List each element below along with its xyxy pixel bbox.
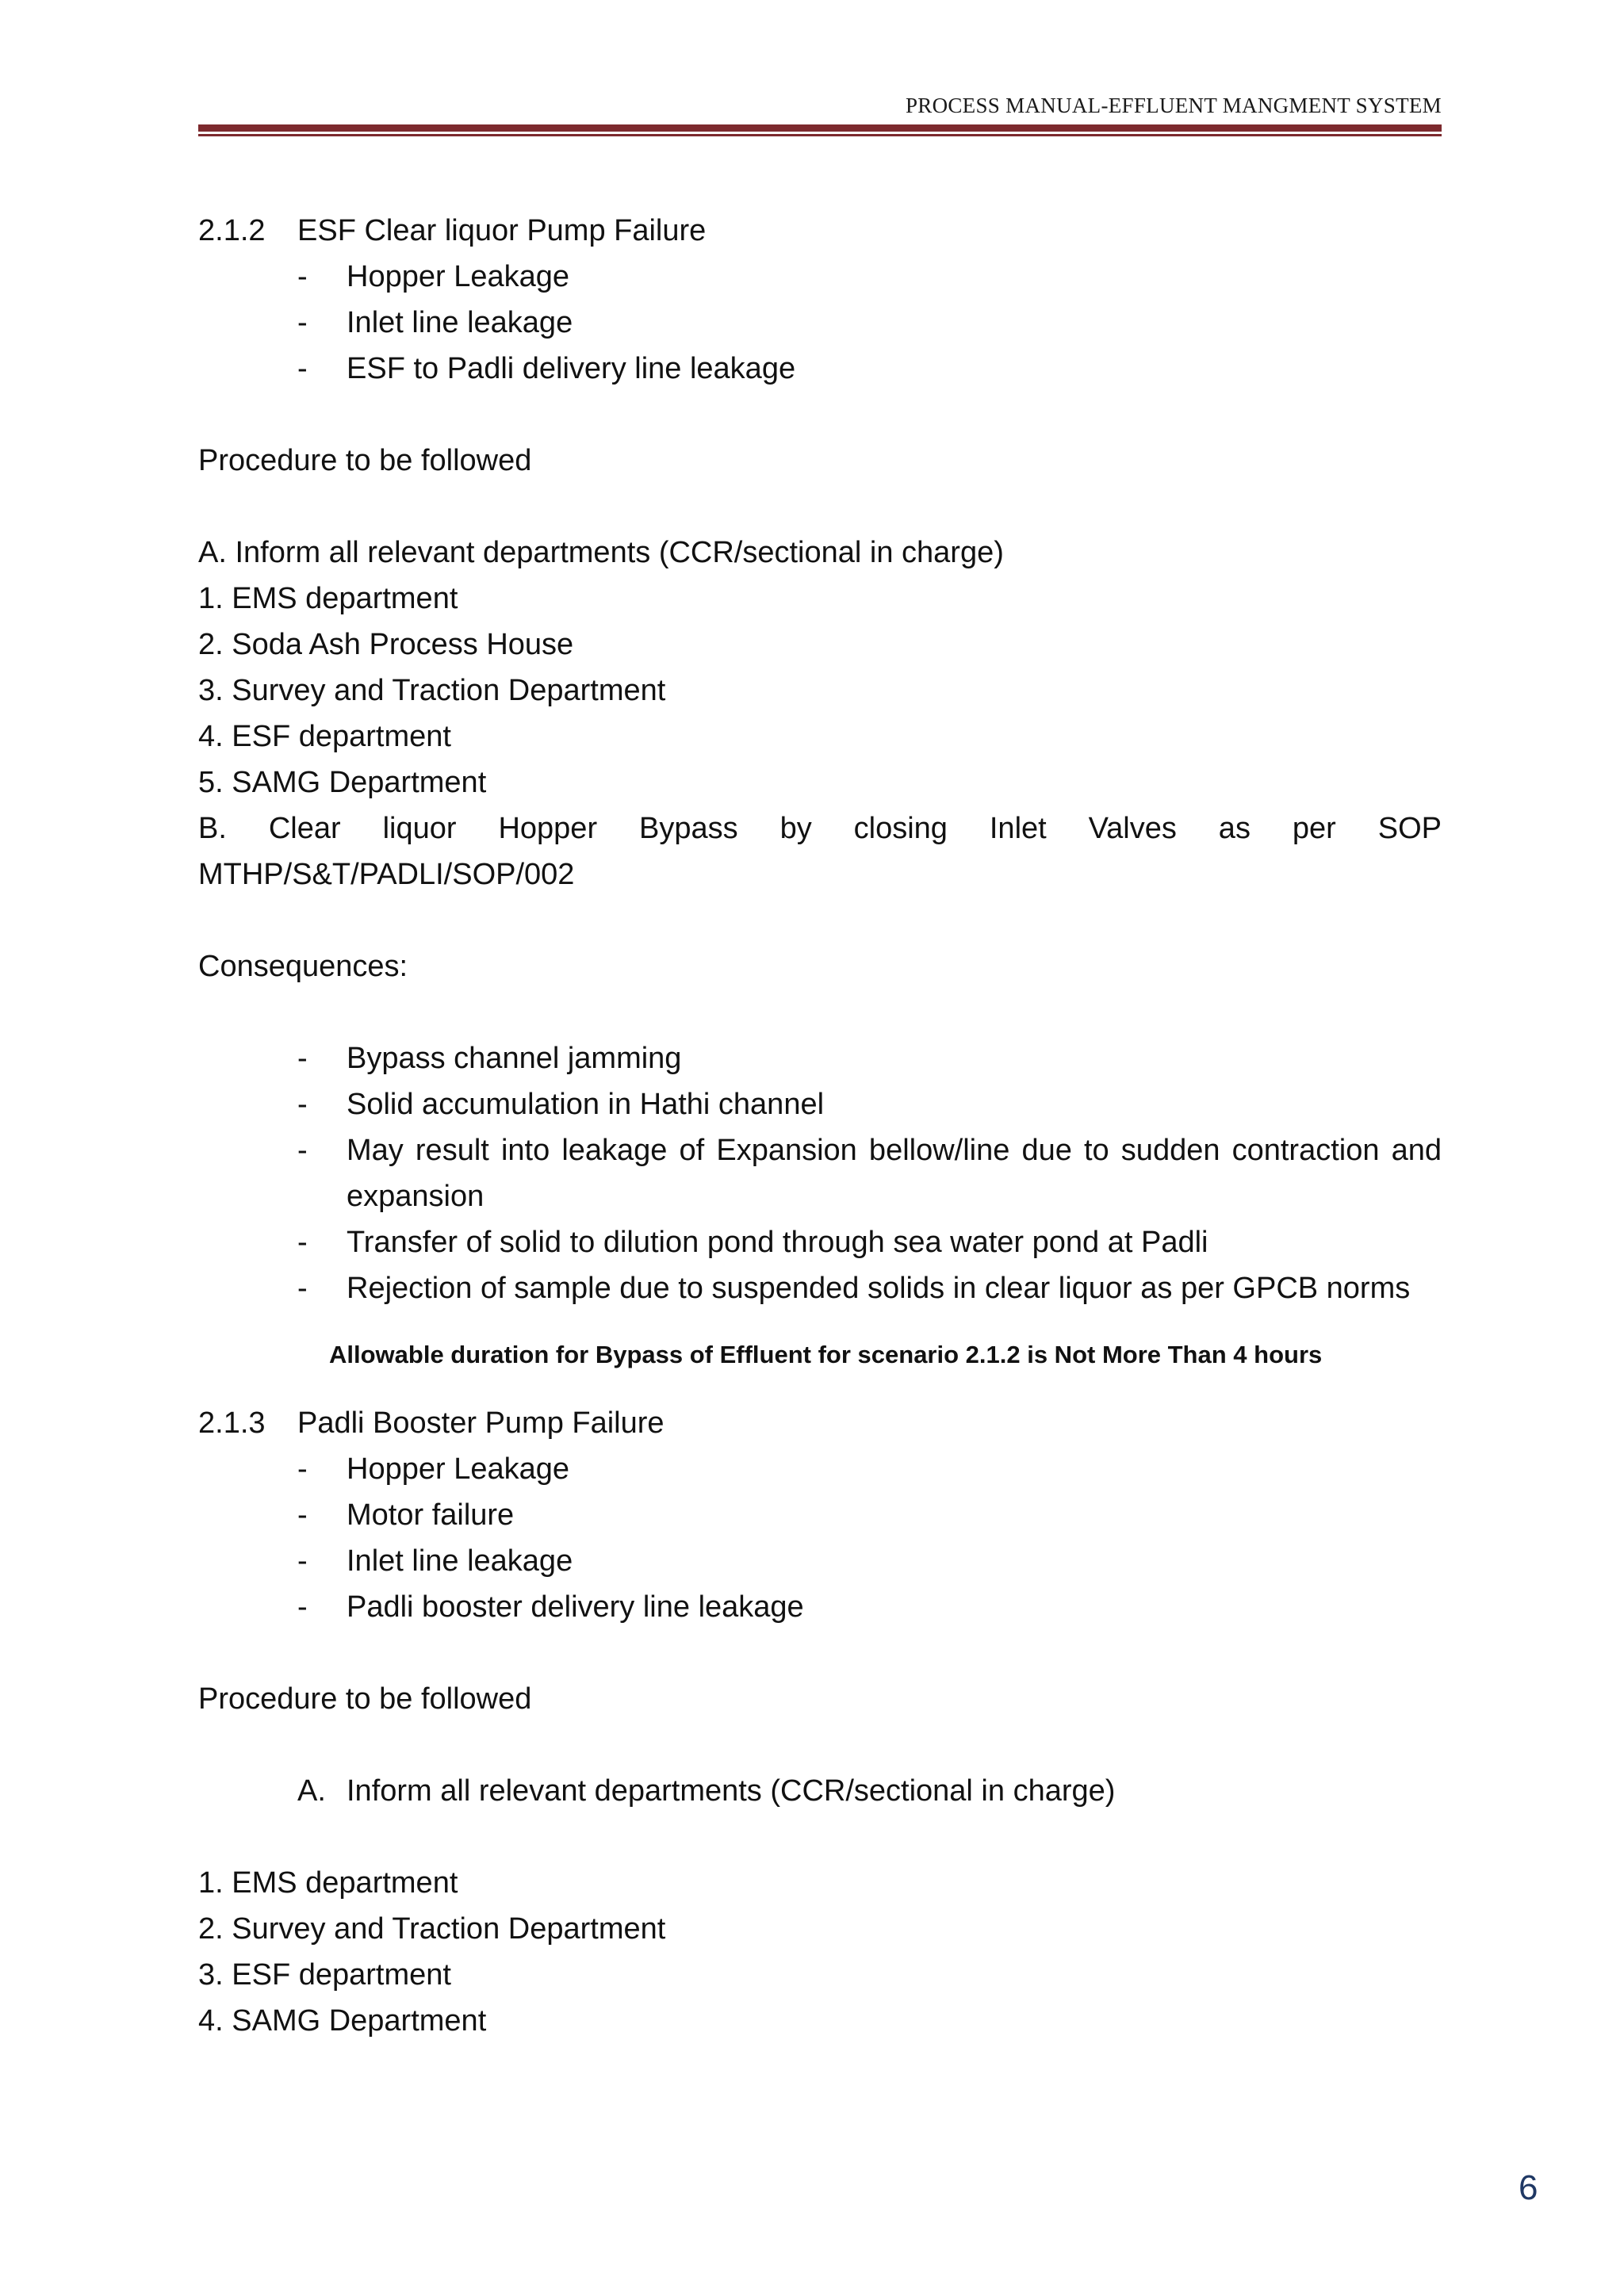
consequences-heading: Consequences:: [198, 950, 408, 983]
list-item-text: Hopper Leakage: [347, 1452, 569, 1486]
department-item: 1. EMS department: [198, 1866, 458, 1900]
department-item: 4. ESF department: [198, 720, 451, 753]
list-item: [297, 1035, 1442, 1081]
cause-list: [198, 1446, 1442, 1630]
list-item-text: May result into leakage of Expansion bellow/line due to sudden contraction and expansion: [347, 1134, 1442, 1213]
dash-bullet: -: [297, 1544, 308, 1578]
list-item-text: Inlet line leakage: [347, 1544, 573, 1578]
list-item-text: Inlet line leakage: [347, 306, 573, 339]
department-item: 3. ESF department: [198, 1958, 451, 1992]
dash-bullet: -: [297, 306, 308, 339]
cause-list: [198, 254, 1442, 392]
procedure-step-a: A. Inform all relevant departments (CCR/sectional in charge): [198, 536, 1004, 569]
procedure-step-b-sop: MTHP/S&T/PADLI/SOP/002: [198, 858, 575, 891]
header-rule: [198, 124, 1442, 132]
department-item: 4. SAMG Department: [198, 2004, 487, 2038]
step-text: Inform all relevant departments (CCR/sectional in charge): [347, 1774, 1116, 1808]
list-item: [297, 1538, 1442, 1584]
list-item-text: Padli booster delivery line leakage: [347, 1590, 804, 1624]
procedure-heading: Procedure to be followed: [198, 1682, 532, 1716]
department-item: 2. Survey and Traction Department: [198, 1912, 666, 1946]
list-item-text: Hopper Leakage: [347, 260, 569, 293]
dash-bullet: -: [297, 1272, 308, 1305]
section-heading-2-1-3: [198, 1400, 1442, 1446]
list-item-text: Transfer of solid to dilution pond through sea water pond at Padli: [347, 1226, 1208, 1259]
department-item: 5. SAMG Department: [198, 766, 487, 799]
list-item: [297, 1492, 1442, 1538]
dash-bullet: -: [297, 260, 308, 293]
department-item: 1. EMS department: [198, 582, 458, 615]
list-item-text: Bypass channel jamming: [347, 1042, 682, 1075]
page-number: 6: [1519, 2168, 1538, 2207]
list-item: [297, 1265, 1442, 1311]
section-number: 2.1.3: [198, 1406, 266, 1440]
spacer: [198, 989, 1442, 1035]
section-number: 2.1.2: [198, 214, 266, 247]
procedure-step-b: B. Clear liquor Hopper Bypass by closing Inlet Valves as per SOP: [198, 812, 1442, 845]
dash-bullet: -: [297, 352, 308, 385]
list-item: [297, 1081, 1442, 1127]
spacer: [198, 1814, 1442, 1860]
dash-bullet: -: [297, 1498, 308, 1532]
spacer: [198, 484, 1442, 530]
procedure-heading: Procedure to be followed: [198, 444, 532, 477]
list-item-text: Solid accumulation in Hathi channel: [347, 1088, 825, 1121]
list-item: [297, 254, 1442, 300]
spacer: [198, 1630, 1442, 1676]
step-label: A.: [297, 1774, 326, 1808]
dash-bullet: -: [297, 1042, 308, 1075]
spacer: [198, 897, 1442, 943]
header-rule-thin: [198, 134, 1442, 136]
spacer: [198, 392, 1442, 438]
list-item-text: Rejection of sample due to suspended solids in clear liquor as per GPCB norms: [347, 1272, 1411, 1305]
procedure-step-a: [297, 1768, 1442, 1814]
section-heading-2-1-2: [198, 208, 1442, 254]
section-title: Padli Booster Pump Failure: [297, 1406, 665, 1440]
list-item-text: ESF to Padli delivery line leakage: [347, 352, 796, 385]
list-item: [297, 1446, 1442, 1492]
dash-bullet: -: [297, 1590, 308, 1624]
list-item: [297, 1219, 1442, 1265]
list-item: [297, 1584, 1442, 1630]
running-header: PROCESS MANUAL-EFFLUENT MANGMENT SYSTEM: [905, 94, 1442, 117]
document-body: [198, 208, 1442, 2044]
dash-bullet: -: [297, 1226, 308, 1259]
list-item: [297, 1127, 1442, 1219]
department-item: 2. Soda Ash Process House: [198, 628, 574, 661]
dash-bullet: -: [297, 1134, 308, 1167]
bypass-duration-note: Allowable duration for Bypass of Effluent for scenario 2.1.2 is Not More Than 4 hours: [329, 1341, 1323, 1368]
dash-bullet: -: [297, 1088, 308, 1121]
spacer: [198, 1722, 1442, 1768]
dash-bullet: -: [297, 1452, 308, 1486]
list-item: [297, 300, 1442, 346]
department-item: 3. Survey and Traction Department: [198, 674, 666, 707]
consequence-list: [198, 1035, 1442, 1311]
list-item-text: Motor failure: [347, 1498, 515, 1532]
section-title: ESF Clear liquor Pump Failure: [297, 214, 707, 247]
list-item: [297, 346, 1442, 392]
